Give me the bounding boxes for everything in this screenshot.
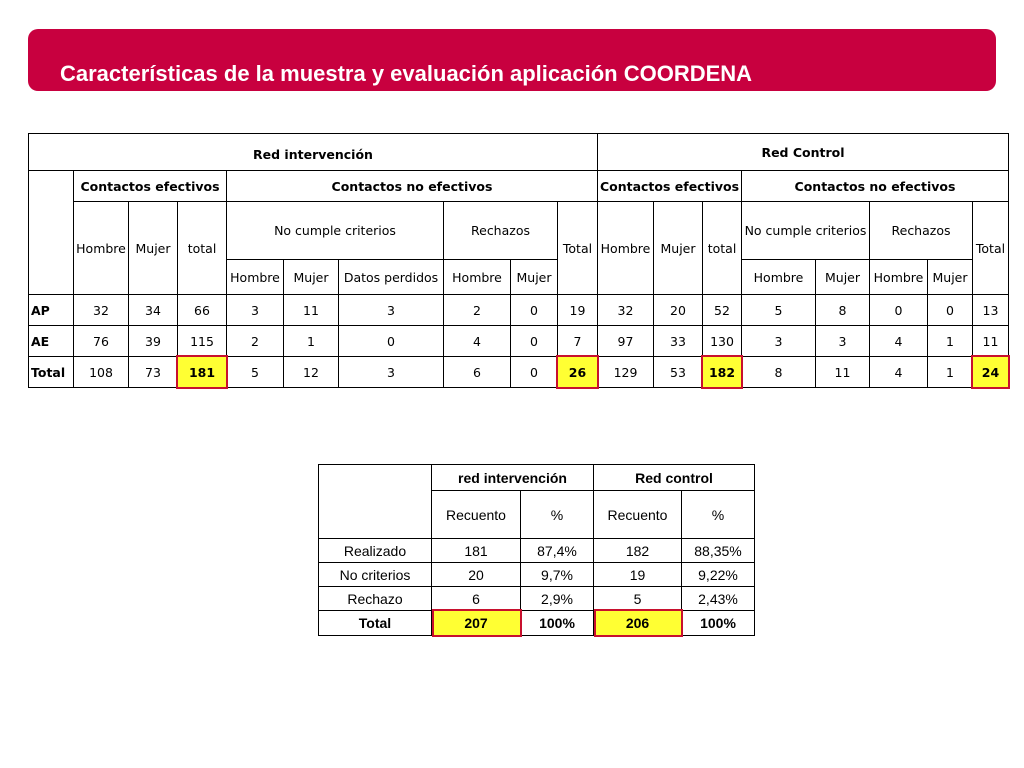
header-total: Total bbox=[557, 201, 598, 295]
header-total: total bbox=[177, 201, 227, 295]
header-red-intervencion: Red intervención bbox=[28, 133, 598, 171]
table-cell: 3 bbox=[741, 325, 816, 357]
table-cell: 7 bbox=[557, 325, 598, 357]
table-cell: 88,35% bbox=[681, 538, 755, 563]
table-cell: 100% bbox=[520, 610, 594, 636]
table-cell: 181 bbox=[431, 538, 521, 563]
row-label: AE bbox=[28, 325, 74, 357]
table-cell: 0 bbox=[338, 325, 444, 357]
table-cell: 20 bbox=[431, 562, 521, 587]
highlighted-total-cell: 24 bbox=[972, 356, 1009, 388]
table-cell: 6 bbox=[431, 586, 521, 611]
table-cell: 34 bbox=[128, 294, 178, 326]
row-label-header bbox=[28, 170, 74, 295]
header-total: Total bbox=[972, 201, 1009, 295]
row-label: AP bbox=[28, 294, 74, 326]
table-cell: 3 bbox=[226, 294, 284, 326]
table-cell: 108 bbox=[73, 356, 129, 388]
table-cell: 182 bbox=[593, 538, 682, 563]
table-cell: 5 bbox=[226, 356, 284, 388]
header-hombre: Hombre bbox=[869, 259, 928, 295]
row-label: Total bbox=[28, 356, 74, 388]
header-hombre: Hombre bbox=[226, 259, 284, 295]
header-mujer: Mujer bbox=[927, 259, 973, 295]
highlighted-total-cell: 206 bbox=[593, 610, 682, 636]
header-hombre: Hombre bbox=[443, 259, 511, 295]
table-cell: 53 bbox=[653, 356, 703, 388]
table-cell: 2 bbox=[226, 325, 284, 357]
row-label: Realizado bbox=[318, 538, 432, 563]
table-cell: 39 bbox=[128, 325, 178, 357]
header-percent: % bbox=[681, 490, 755, 539]
table-cell: 0 bbox=[927, 294, 973, 326]
header-recuento: Recuento bbox=[593, 490, 682, 539]
table-cell: 115 bbox=[177, 325, 227, 357]
table-cell: 5 bbox=[741, 294, 816, 326]
table-cell: 3 bbox=[338, 294, 444, 326]
table-cell: 2,43% bbox=[681, 586, 755, 611]
row-label: No criterios bbox=[318, 562, 432, 587]
table-cell: 100% bbox=[681, 610, 755, 636]
table-cell: 13 bbox=[972, 294, 1009, 326]
table-cell: 66 bbox=[177, 294, 227, 326]
table-cell: 6 bbox=[443, 356, 511, 388]
table-cell: 130 bbox=[702, 325, 742, 357]
table-cell: 129 bbox=[597, 356, 654, 388]
header-total: total bbox=[702, 201, 742, 295]
table-cell: 0 bbox=[510, 294, 558, 326]
table-cell: 3 bbox=[815, 325, 870, 357]
highlighted-total-cell: 181 bbox=[177, 356, 227, 388]
table-cell: 5 bbox=[593, 586, 682, 611]
header-percent: % bbox=[520, 490, 594, 539]
table-cell: 32 bbox=[597, 294, 654, 326]
table-cell: 97 bbox=[597, 325, 654, 357]
header-red-control: Red control bbox=[593, 464, 755, 491]
table-cell: 73 bbox=[128, 356, 178, 388]
header-hombre: Hombre bbox=[73, 201, 129, 295]
row-label: Total bbox=[318, 610, 432, 636]
header-mujer: Mujer bbox=[128, 201, 178, 295]
table-cell: 3 bbox=[338, 356, 444, 388]
table-cell: 0 bbox=[510, 356, 558, 388]
table-cell: 19 bbox=[593, 562, 682, 587]
table-cell: 2,9% bbox=[520, 586, 594, 611]
table-cell: 11 bbox=[815, 356, 870, 388]
table-cell: 1 bbox=[927, 356, 973, 388]
row-label-header bbox=[318, 464, 432, 539]
row-label: Rechazo bbox=[318, 586, 432, 611]
header-hombre: Hombre bbox=[741, 259, 816, 295]
header-rechazos: Rechazos bbox=[869, 201, 973, 260]
table-cell: 1 bbox=[927, 325, 973, 357]
table-cell: 9,7% bbox=[520, 562, 594, 587]
header-mujer: Mujer bbox=[283, 259, 339, 295]
header-rechazos: Rechazos bbox=[443, 201, 558, 260]
header-contactos-no-efectivos-ctrl: Contactos no efectivos bbox=[741, 170, 1009, 202]
table-cell: 76 bbox=[73, 325, 129, 357]
table-cell: 4 bbox=[869, 356, 928, 388]
header-no-cumple-criterios: No cumple criterios bbox=[226, 201, 444, 260]
table-cell: 8 bbox=[741, 356, 816, 388]
table-cell: 0 bbox=[869, 294, 928, 326]
header-red-control: Red Control bbox=[597, 133, 1009, 171]
table-cell: 12 bbox=[283, 356, 339, 388]
header-hombre: Hombre bbox=[597, 201, 654, 295]
header-mujer: Mujer bbox=[510, 259, 558, 295]
table-cell: 52 bbox=[702, 294, 742, 326]
header-contactos-efectivos-ctrl: Contactos efectivos bbox=[597, 170, 742, 202]
table-cell: 32 bbox=[73, 294, 129, 326]
table-cell: 11 bbox=[283, 294, 339, 326]
table-cell: 1 bbox=[283, 325, 339, 357]
table-cell: 87,4% bbox=[520, 538, 594, 563]
table-cell: 11 bbox=[972, 325, 1009, 357]
table-cell: 8 bbox=[815, 294, 870, 326]
highlighted-total-cell: 182 bbox=[702, 356, 742, 388]
table-cell: 2 bbox=[443, 294, 511, 326]
table-cell: 9,22% bbox=[681, 562, 755, 587]
table-cell: 4 bbox=[869, 325, 928, 357]
table-cell: 0 bbox=[510, 325, 558, 357]
table-cell: 20 bbox=[653, 294, 703, 326]
table-cell: 33 bbox=[653, 325, 703, 357]
header-recuento: Recuento bbox=[431, 490, 521, 539]
table-cell: 19 bbox=[557, 294, 598, 326]
highlighted-total-cell: 207 bbox=[431, 610, 521, 636]
header-no-cumple-criterios: No cumple criterios bbox=[741, 201, 870, 260]
header-datos-perdidos: Datos perdidos bbox=[338, 259, 444, 295]
highlighted-total-cell: 26 bbox=[557, 356, 598, 388]
header-contactos-no-efectivos-int: Contactos no efectivos bbox=[226, 170, 598, 202]
page-title: Características de la muestra y evaluación aplicación COORDENA bbox=[60, 61, 753, 86]
header-red-intervencion: red intervención bbox=[431, 464, 594, 491]
table-cell: 4 bbox=[443, 325, 511, 357]
header-contactos-efectivos-int: Contactos efectivos bbox=[73, 170, 227, 202]
header-mujer: Mujer bbox=[815, 259, 870, 295]
header-mujer: Mujer bbox=[653, 201, 703, 295]
